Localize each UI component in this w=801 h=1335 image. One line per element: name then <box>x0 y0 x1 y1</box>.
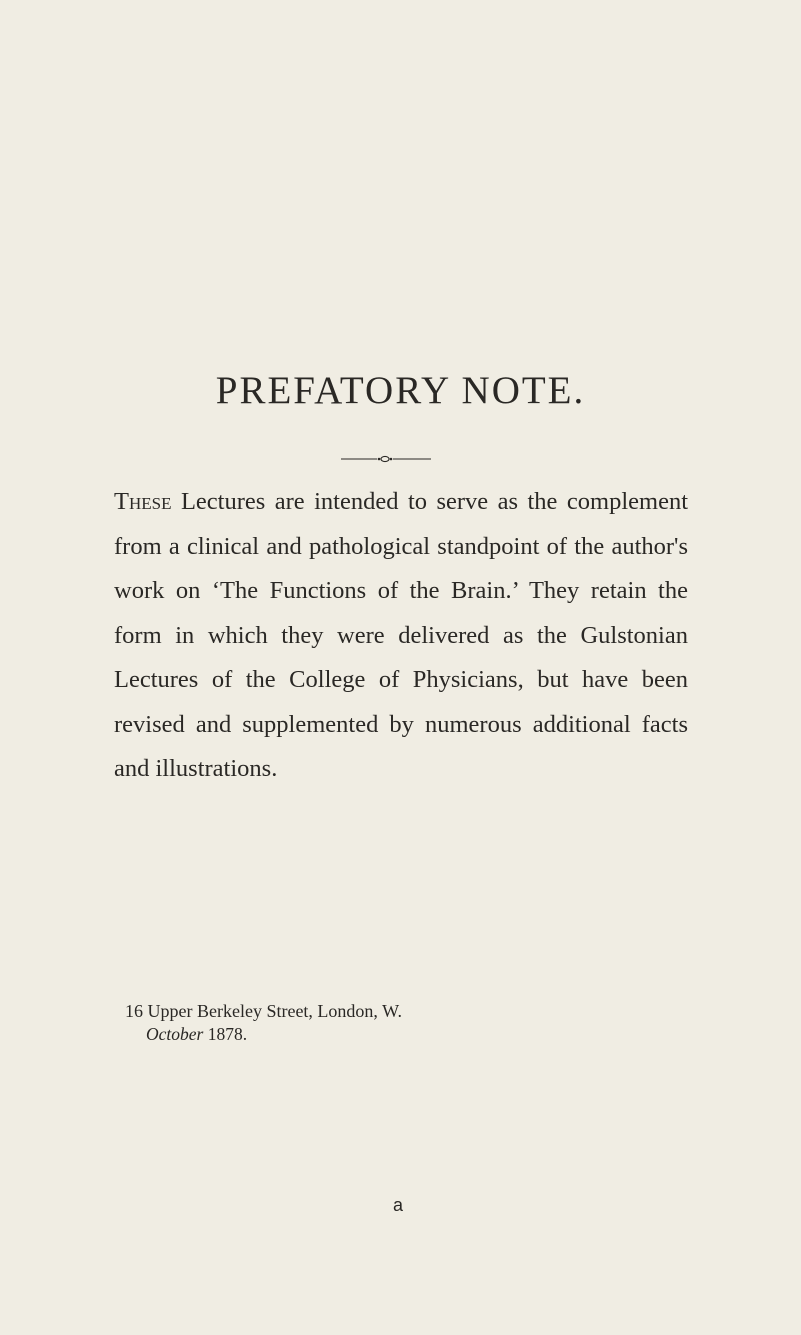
author-address: 16 Upper Berkeley Street, London, W. <box>125 1001 402 1021</box>
date-month: October <box>146 1024 204 1044</box>
ornament-divider <box>341 454 431 464</box>
date-line <box>146 1023 247 1045</box>
preface-paragraph <box>114 480 688 792</box>
date-year: 1878. <box>207 1024 248 1044</box>
signature-mark: a <box>393 1195 404 1215</box>
preface-text: Lectures are intended to serve as the complement from a clinical and pathological standpoint of the author's work on ‘The Functions of the Brain.’ They retain the form in which they were delivered as the Gulstonian Lectures of the College of Physicians, but have been revised and supplemented by numerous additional facts and illustrations. <box>114 488 689 782</box>
lead-word: These <box>114 488 172 515</box>
page-title: PREFATORY NOTE. <box>215 369 586 412</box>
